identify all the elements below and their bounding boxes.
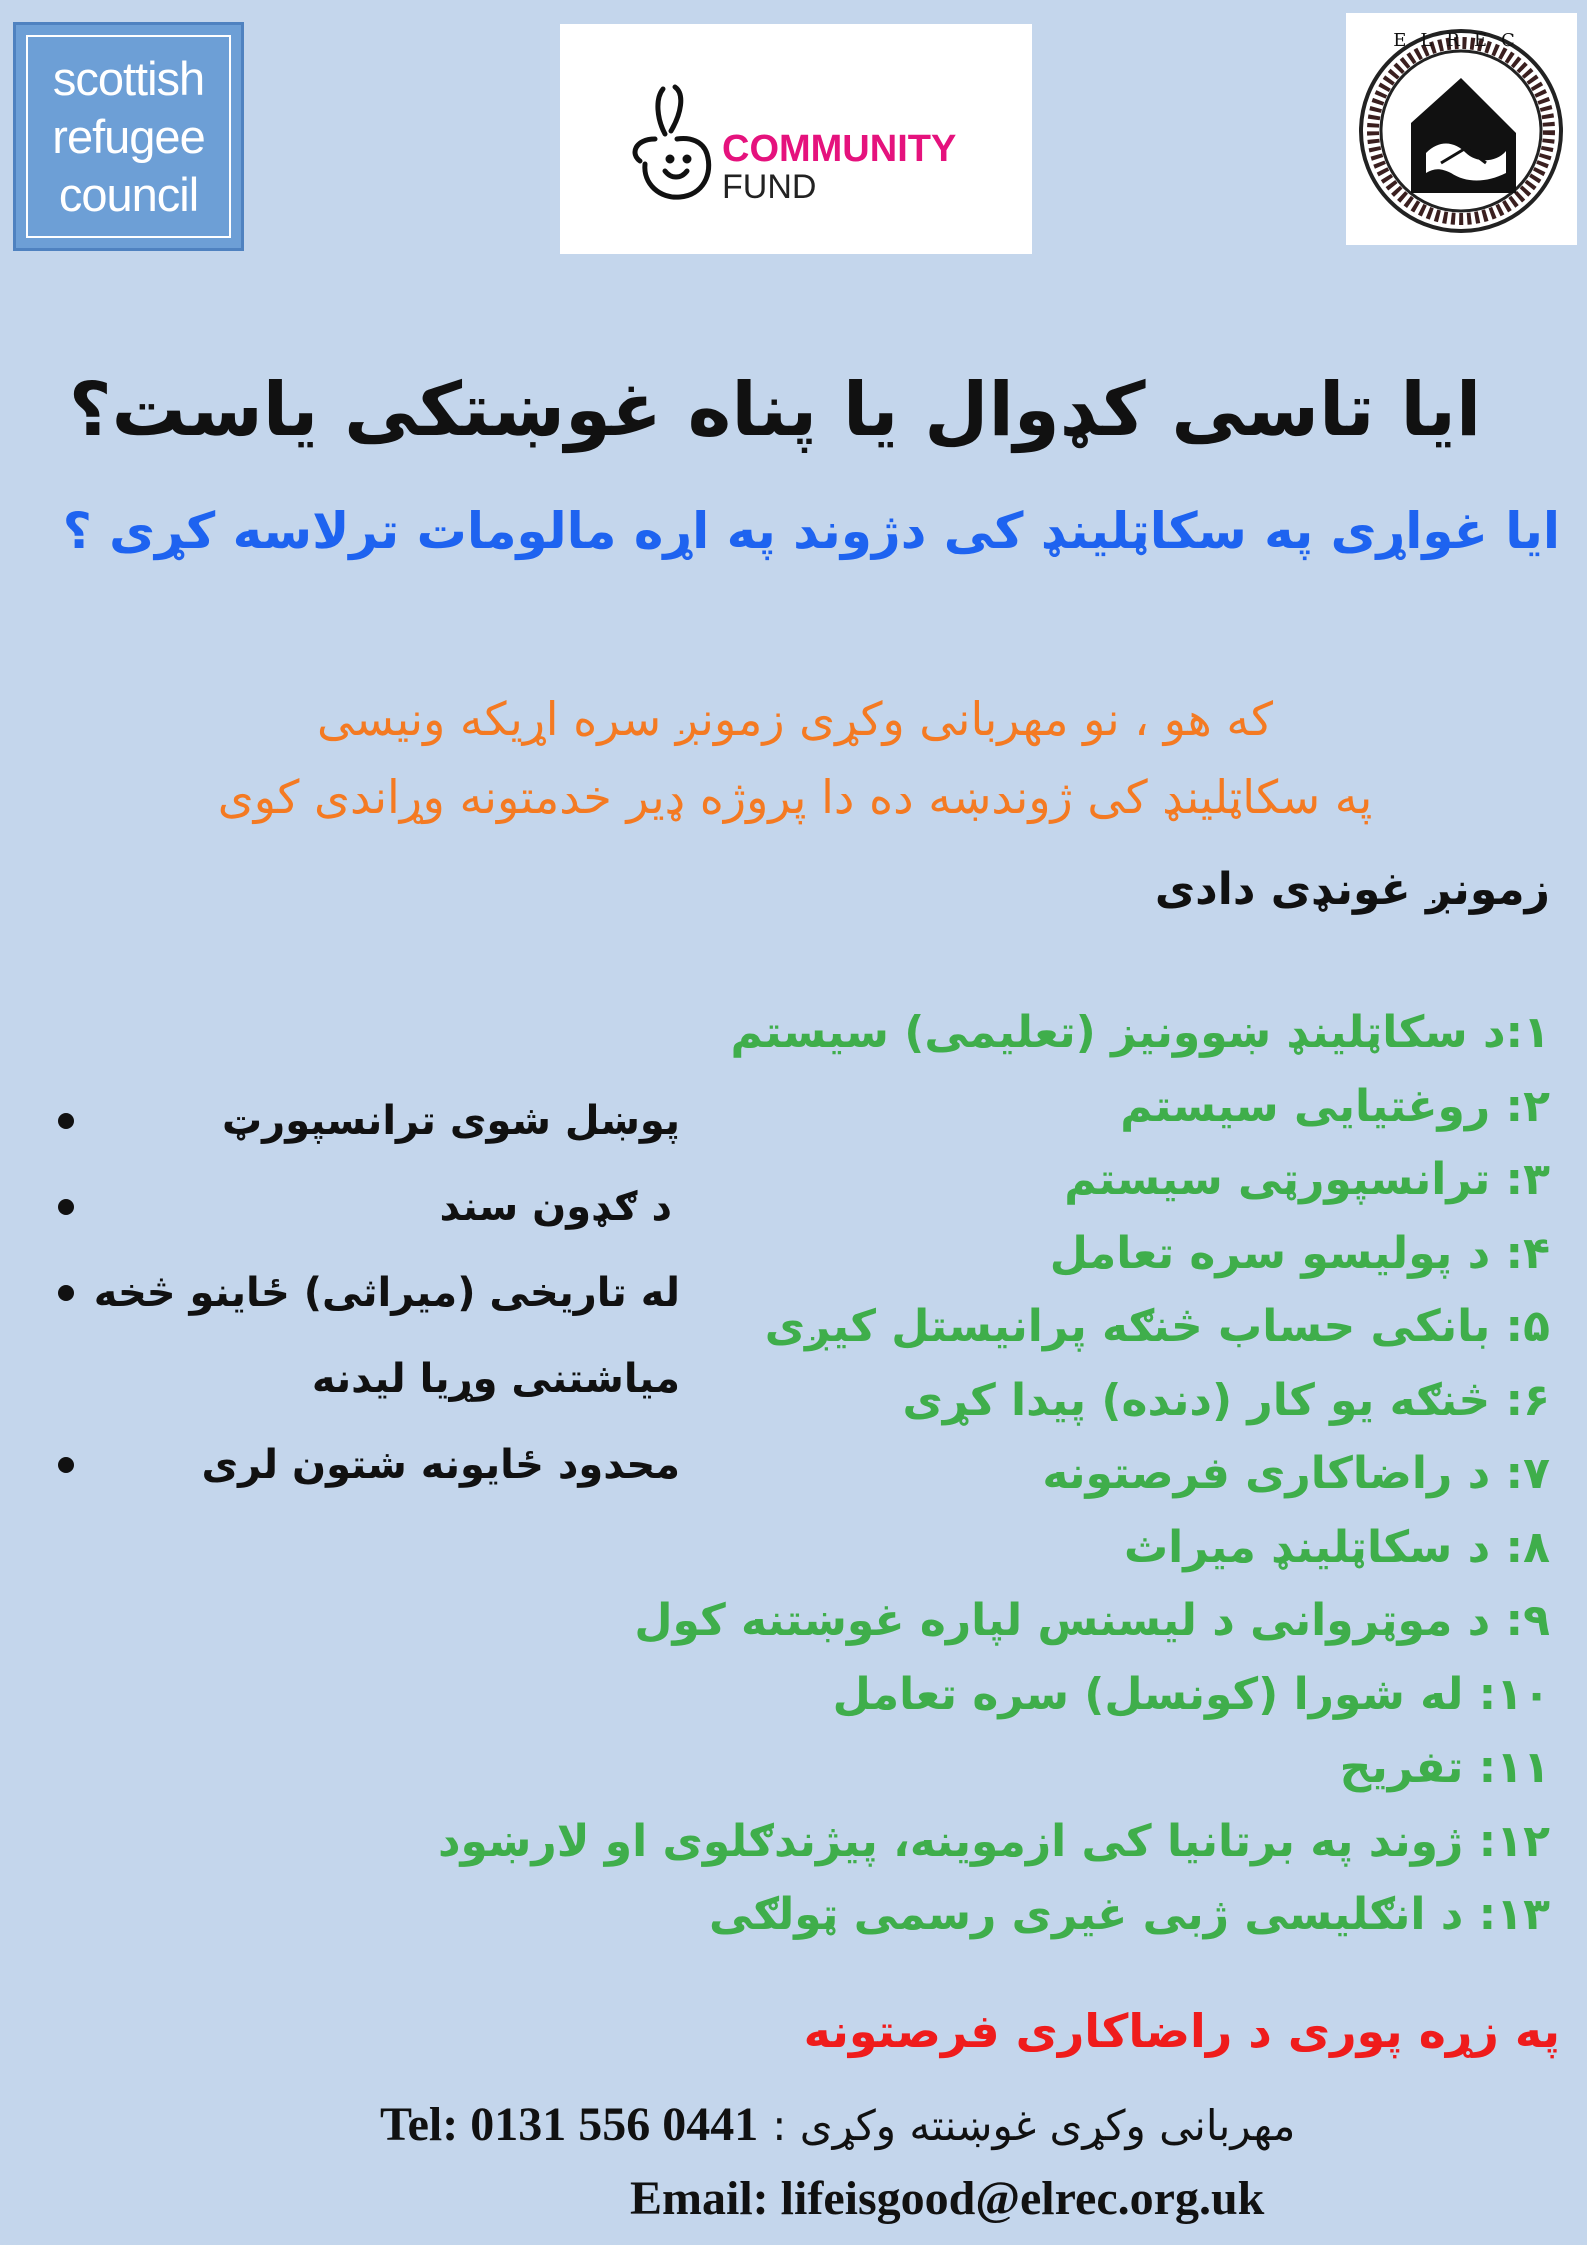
benefit-text: پوښل شوی ترانسپورټ: [221, 1098, 680, 1144]
intro-text: [150, 680, 1440, 836]
page-subtitle: ایا غواړی په سکاټلینډ کی دژوند په اړه مالومات ترلاسه کړی ؟: [62, 502, 1560, 560]
benefits-list: [40, 1078, 680, 1508]
list-item: ۱۲: ژوند په برتانیا کی ازموینه، پیژندګلوی او لارښود: [437, 1815, 1550, 1867]
svg-text:ELREC: ELREC: [1393, 30, 1529, 51]
volunteer-heading: په زړه پوری د راضاکاری فرصتونه: [803, 2004, 1560, 2058]
scottish-refugee-council-logo: [13, 22, 244, 251]
bullet-icon: [58, 1113, 74, 1129]
list-item: ۸: د سکاټلینډ میراث: [1123, 1521, 1550, 1573]
bullet-icon: [58, 1285, 74, 1301]
list-item: ۲: روغتیایی سیستم: [1120, 1080, 1550, 1132]
email-address[interactable]: Email: lifeisgood@elrec.org.uk: [630, 2172, 1265, 2225]
list-item: ۱۳: د انګلیسی ژبی غیری رسمی ټولګی: [708, 1889, 1550, 1940]
benefit-item: [40, 1422, 680, 1508]
list-item: ۶: څنګه یو کار (دنده) پیدا کړی: [902, 1374, 1550, 1426]
lessons-heading: زمونږ غونډی دادی: [1154, 864, 1550, 915]
benefit-item: [40, 1164, 680, 1250]
crossed-fingers-icon: [615, 79, 725, 209]
list-item: ۱:د سکاټلینډ ښوونیز (تعلیمی) سیستم: [730, 1007, 1550, 1058]
phone-number[interactable]: Tel: 0131 556 0441: [380, 2098, 759, 2151]
community-word: COMMUNITY: [722, 128, 957, 170]
logo-word-1: scottish: [52, 51, 205, 105]
bullet-icon: [58, 1199, 74, 1215]
logo-word-2: refugee: [52, 109, 205, 163]
list-item: ۱۱: تفریح: [1339, 1742, 1550, 1793]
benefit-text: محدود ځایونه شتون لری: [201, 1442, 680, 1488]
bullet-icon: [58, 1457, 74, 1473]
benefit-text: میاشتنی وړیا لیدنه: [311, 1356, 680, 1402]
contact-row: [380, 2095, 1530, 2156]
logo-word-3: council: [58, 167, 199, 221]
benefit-text: د ګډون سند: [439, 1184, 672, 1230]
fund-word: FUND: [722, 168, 817, 206]
benefit-item: [40, 1078, 680, 1164]
list-item: ۷: د راضاکاری فرصتونه: [1042, 1448, 1550, 1499]
page-title: ایا تاسی کډوال یا پناه غوښتکی یاست؟: [68, 367, 1482, 453]
intro-line-1: که هو ، نو مهربانی وکړی زمونږ سره اړیکه ونیسی: [317, 692, 1273, 746]
community-fund-logo: [560, 24, 1032, 254]
list-item: ۵: بانکی حساب څنګه پرانیستل کیږی: [764, 1301, 1550, 1352]
contact-label: مهربانی وکړی غوښنته وکړی :: [772, 2101, 1296, 2150]
elrec-logo: [1346, 13, 1577, 245]
benefit-text: له تاریخی (میراثی) ځاینو څخه: [93, 1270, 680, 1316]
list-item: ۳: ترانسپورټی سیستم: [1064, 1154, 1550, 1205]
elrec-seal-icon: [1346, 13, 1577, 245]
benefit-item: [40, 1336, 680, 1422]
benefit-item: [40, 1250, 680, 1336]
list-item: ۴: د پولیسو سره تعامل: [1049, 1227, 1550, 1279]
list-item: ۱۰: له شورا (کونسل) سره تعامل: [832, 1668, 1550, 1720]
intro-line-2: په سکاټلینډ کی ژوندښه ده دا پروژه ډیر خدمتونه وړاندی کوی: [217, 770, 1373, 824]
list-item: ۹: د موټروانی د لیسنس لپاره غوښتنه کول: [634, 1595, 1550, 1646]
